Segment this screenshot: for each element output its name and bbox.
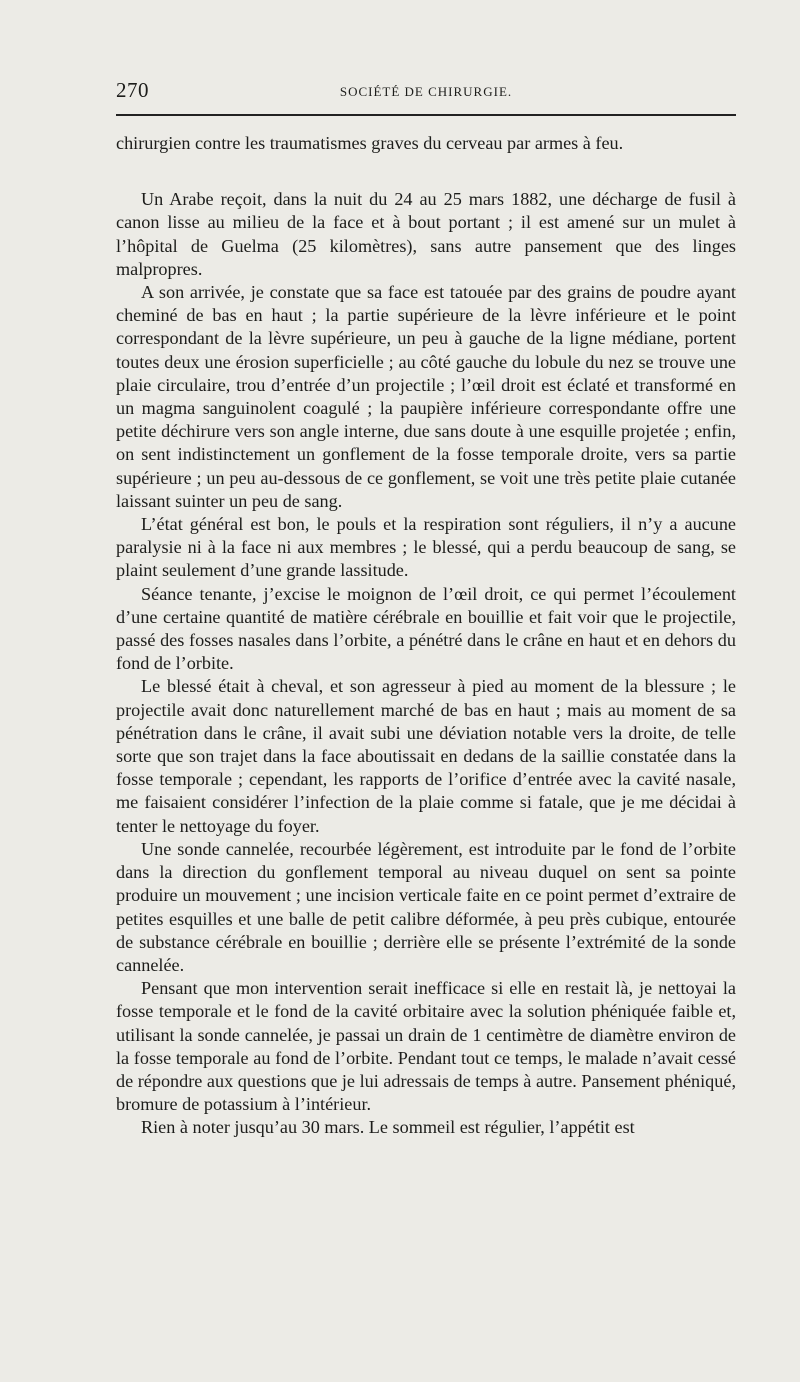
paragraph: Pensant que mon intervention serait inefficace si elle en restait là, je nettoyai la fosse temporale et le fond de la cavité orbitaire avec la solution phéniquée faible et, utilisant la sonde cannelée, je passai un drain de 1 centimètre de diamètre environ de la fosse temporale au fond de l’orbite. Pendant tout ce temps, le malade n’avait cessé de répondre aux questions que je lui adressais de temps à autre. Pansement phéniqué, bromure de potassium à l’intérieur.: [116, 978, 736, 1115]
paragraph: Un Arabe reçoit, dans la nuit du 24 au 25 mars 1882, une décharge de fusil à canon lisse au milieu de la face et à bout portant ; il est amené sur un mulet à l’hôpital de Guelma (25 kilomètres), sans autre pansement que des linges malpropres.: [116, 189, 736, 279]
paragraph: Le blessé était à cheval, et son agresseur à pied au moment de la blessure ; le projectile avait donc naturellement marché de bas en haut ; mais au moment de sa pénétration dans le crâne, il avait subi une déviation notable vers la droite, de telle sorte que son trajet dans la face aboutissait en dedans de la saillie constatée dans la fosse temporale ; cependant, les rapports de l’orifice d’entrée avec la cavité nasale, me faisaient considérer l’infection de la plaie comme si fatale, que je me décidai à tenter le nettoyage du foyer.: [116, 676, 736, 836]
paragraph: A son arrivée, je constate que sa face est tatouée par des grains de poudre ayant cheminé de bas en haut ; la partie supérieure de la lèvre inférieure et le point correspondant de la lèvre supérieure, un peu à gauche de la ligne médiane, portent toutes deux une érosion superficielle ; au côté gauche du lobule du nez se trouve une plaie circulaire, trou d’entrée d’un projectile ; l’œil droit est éclaté et transformé en un magma sanguinolent coagulé ; la paupière inférieure correspondante offre une petite déchirure vers son angle interne, due sans doute à une esquille projetée ; enfin, on sent indistinctement un gonflement de la fosse temporale droite, vers sa partie supérieure ; un peu au-dessous de ce gonflement, se voit une très petite plaie cutanée laissant suinter un peu de sang.: [116, 282, 736, 511]
paragraph-continuation: chirurgien contre les traumatismes graves du cerveau par armes à feu.: [116, 133, 624, 153]
body-text: [116, 132, 736, 1140]
page-number: 270: [116, 78, 149, 102]
paragraph: Une sonde cannelée, recourbée légèrement, est introduite par le fond de l’orbite dans la direction du gonflement temporal au niveau duquel on sent sa pointe produire un mouvement ; une incision verticale faite en ce point permet d’extraire de petites esquilles et une balle de petit calibre déformée, à peu près cubique, entourée de substance cérébrale en bouillie ; derrière elle se présente l’extrémité de la sonde cannelée.: [116, 838, 736, 975]
running-title: SOCIÉTÉ DE CHIRURGIE.: [339, 84, 513, 99]
paragraph: Rien à noter jusqu’au 30 mars. Le sommeil est régulier, l’appétit est: [141, 1117, 635, 1138]
paragraph: Séance tenante, j’excise le moignon de l’œil droit, ce qui permet l’écoulement d’une certaine quantité de matière cérébrale en bouillie et fait voir que le projectile, passé des fosses nasales dans l’orbite, a pénétré dans le crâne en haut et en dehors du fond de l’orbite.: [116, 583, 736, 674]
header-rule: [116, 114, 736, 116]
page-header: [116, 76, 736, 108]
paragraph: L’état général est bon, le pouls et la respiration sont réguliers, il n’y a aucune paralysie ni à la face ni aux membres ; le blessé, qui a perdu beaucoup de sang, se plaint seulement d’une grande lassitude.: [116, 514, 736, 581]
